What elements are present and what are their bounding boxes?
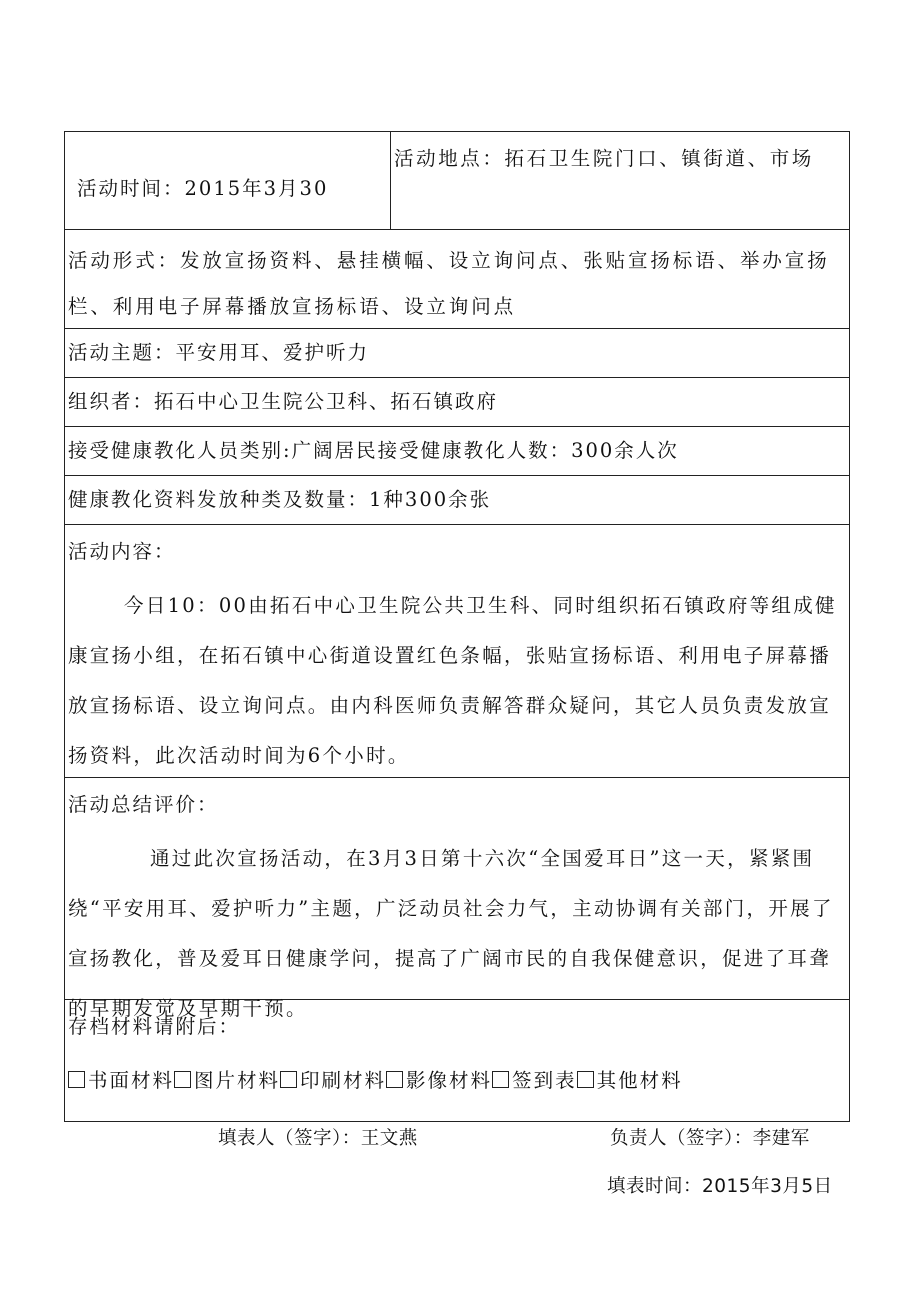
archive-checkboxes (68, 1065, 849, 1093)
archive-option[interactable] (174, 1065, 280, 1093)
responsible-signature: 负责人（签字）：李建军 (610, 1128, 810, 1149)
organizer: 组织者：拓石中心卫生院公卫科、拓石镇政府 (68, 390, 499, 413)
checkbox[interactable] (577, 1071, 594, 1088)
content-body: 今日10：00由拓石中心卫生院公共卫生科、同时组织拓石镇政府等组成健康宣扬小组，在拓石镇中心街道设置红色条幅，张贴宣扬标语、利用电子屏幕播放宣扬标语、设立询问点。由内科医师负责解答群众疑问，其它人员负责发放宣扬资料，此次活动时间为6个小时。 (68, 594, 837, 767)
activity-place: 活动地点：拓石卫生院门口、镇街道、市场 (394, 147, 814, 170)
archive-option[interactable] (492, 1065, 577, 1093)
summary-body: 通过此次宣扬活动，在3月3日第十六次“全国爱耳日”这一天，紧紧围绕“平安用耳、爱护听力”主题，广泛动员社会力气，主动协调有关部门，开展了宣扬教化，普及爱耳日健康学问，提高了广阔市民的自我保健意识，促进了耳聋的早期发觉及早期干预。 (68, 847, 834, 1020)
archive-option[interactable] (577, 1065, 683, 1093)
row-activity-form (65, 230, 849, 329)
archive-option-label: 印刷材料 (300, 1069, 387, 1092)
filler-signature: 填表人（签字）：王文燕 (218, 1128, 418, 1149)
row-time-place (65, 132, 849, 230)
checkbox[interactable] (280, 1071, 297, 1088)
row-content (65, 525, 849, 778)
row-materials-count (65, 476, 849, 525)
row-organizer (65, 378, 849, 427)
checkbox[interactable] (492, 1071, 509, 1088)
archive-option-label: 签到表 (512, 1069, 577, 1092)
activity-form: 活动形式：发放宣扬资料、悬挂横幅、设立询问点、张贴宣扬标语、举办宣扬栏、利用电子屏幕播放宣扬标语、设立询问点 (68, 249, 830, 318)
archive-option-label: 书面材料 (88, 1069, 175, 1092)
place-cell (391, 132, 849, 229)
checkbox[interactable] (386, 1071, 403, 1088)
archive-heading: 存档材料请附后： (68, 1015, 241, 1038)
activity-time: 活动时间：2015年3月30 (77, 177, 329, 200)
row-archive (65, 1000, 849, 1121)
checkbox[interactable] (68, 1071, 85, 1088)
audience-info: 接受健康教化人员类别:广阔居民接受健康教化人数：300余人次 (68, 439, 679, 462)
archive-option[interactable] (280, 1065, 386, 1093)
row-theme (65, 329, 849, 378)
archive-option-label: 图片材料 (194, 1069, 281, 1092)
row-audience (65, 427, 849, 476)
archive-option-label: 影像材料 (406, 1069, 493, 1092)
archive-option[interactable] (386, 1065, 492, 1093)
time-cell (65, 132, 391, 229)
materials-count: 健康教化资料发放种类及数量：1种300余张 (68, 488, 492, 511)
archive-option-label: 其他材料 (596, 1069, 683, 1092)
checkbox[interactable] (174, 1071, 191, 1088)
activity-report-form (64, 131, 850, 1122)
fill-date: 填表时间：2015年3月5日 (607, 1176, 833, 1197)
row-summary (65, 778, 849, 1020)
content-heading: 活动内容： (68, 540, 176, 563)
summary-heading: 活动总结评价： (68, 793, 219, 816)
activity-theme: 活动主题：平安用耳、爱护听力 (68, 341, 370, 364)
archive-option[interactable] (68, 1065, 174, 1093)
